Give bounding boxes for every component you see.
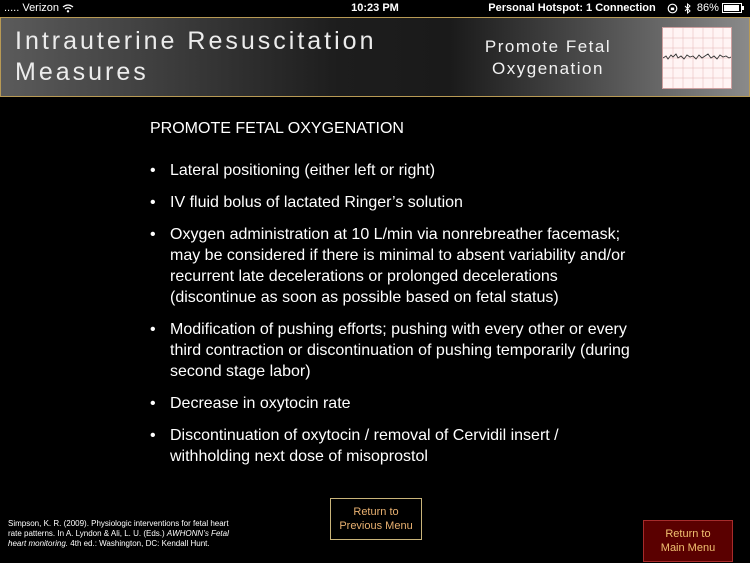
return-previous-menu-button[interactable]: Return to Previous Menu [330, 498, 422, 540]
bullet-icon: • [150, 321, 156, 338]
header-banner [0, 17, 750, 97]
main-content [150, 120, 630, 478]
list-item: • Lateral positioning (either left or right) [150, 162, 436, 179]
battery-percent: 86% [696, 2, 719, 14]
battery-icon [722, 3, 744, 13]
status-right [488, 0, 744, 16]
list-item: • Decrease in oxytocin rate [150, 395, 351, 412]
bullet-icon: • [150, 226, 156, 243]
return-main-menu-button[interactable]: Return to Main Menu [643, 520, 733, 562]
bluetooth-icon [684, 3, 691, 14]
status-bar [0, 0, 750, 16]
page-title: Intrauterine Resuscitation Measures [15, 27, 377, 86]
clock: 10:23 PM [351, 2, 399, 14]
list-item: • Oxygen administration at 10 L/min via nonrebreather facemask; may be considered if there is minimal to absent variability and/or recurrent late decelerations or prolonged decelerations (discontinue as soon as possible based on fetal status) [150, 226, 626, 306]
section-subtitle: Promote Fetal Oxygenation [484, 37, 612, 78]
citation: Simpson, K. R. (2009). Physiologic interventions for fetal heart rate patterns. In A. Lyndon & Ali, L. U. (Eds.) AWHONN’s Fetal heart monitoring. 4th ed.: Washington, DC: Kendall Hunt. [8, 519, 229, 548]
bullet-icon: • [150, 194, 156, 211]
carrier-label: ..... Verizon [4, 0, 74, 16]
lock-rotation-icon [667, 3, 678, 14]
bullet-icon: • [150, 162, 156, 179]
measures-list [150, 160, 630, 467]
bullet-icon: • [150, 427, 156, 444]
content-heading: PROMOTE FETAL OXYGENATION [150, 120, 404, 137]
hotspot-label: Personal Hotspot: 1 Connection [488, 2, 656, 14]
fetal-heart-tracing-icon [662, 27, 732, 89]
list-item: • Discontinuation of oxytocin / removal of Cervidil insert / withholding next dose of misoprostol [150, 427, 559, 465]
bullet-icon: • [150, 395, 156, 412]
list-item: • IV fluid bolus of lactated Ringer’s solution [150, 194, 463, 211]
list-item: • Modification of pushing efforts; pushing with every other or every third contraction or discontinuation of pushing temporarily (during second stage labor) [150, 321, 630, 380]
